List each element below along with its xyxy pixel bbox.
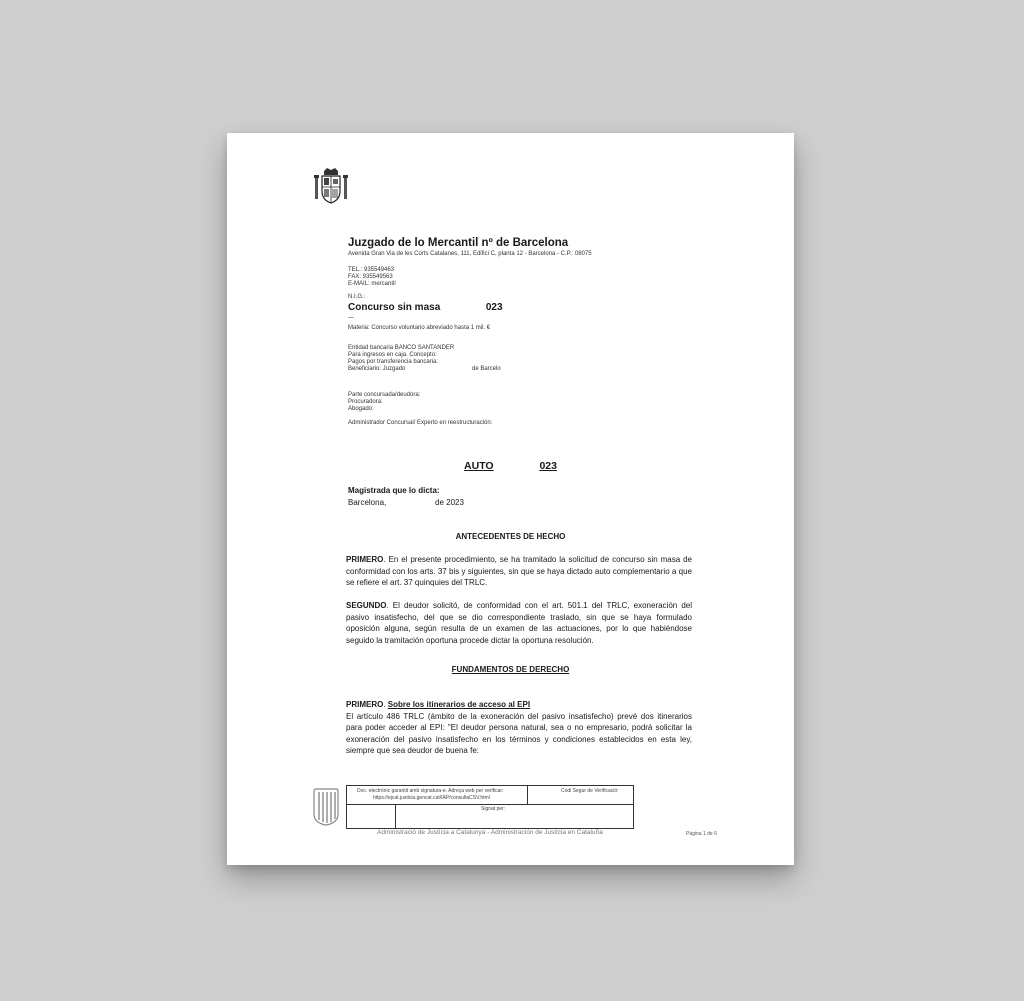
magistrada-place: Barcelona, <box>348 498 387 507</box>
case-dash: — <box>348 315 354 321</box>
case-materia: Materia: Concurso voluntario abreviado hasta 1 mil. € <box>348 325 491 331</box>
auto-heading <box>227 460 794 472</box>
section-antecedentes: ANTECEDENTES DE HECHO <box>455 532 566 541</box>
magistrada-date: de 2023 <box>435 498 464 507</box>
court-address: Avenida Gran Via de les Corts Catalanes, 111, Edifici C, planta 12 - Barcelona - C.P.: 08075 <box>348 251 592 257</box>
court-tel: TEL.: 935549463 <box>348 267 395 273</box>
footer-admin-line: Administració de Justícia a Catalunya - Administración de Justicia en Cataluña <box>377 829 603 836</box>
court-fax: FAX: 935549563 <box>348 274 393 280</box>
p3-subtitle: Sobre los itinerarios de acceso al EPI <box>387 700 531 709</box>
auto-number: 023 <box>539 460 557 472</box>
court-email: E-MAIL: mercantil <box>348 281 396 287</box>
bank-entidad: Entidad bancaria BANCO SANTANDER <box>348 345 455 351</box>
nig-label: N.I.G.: <box>348 294 366 300</box>
p3-text: El artículo 486 TRLC (ámbito de la exoneración del pasivo insatisfecho) prevé dos itinerarios para poder acceder al EPI: "El deudor persona natural, sea o no empresario, podrá solicitar la exoneración del pasivo insatisfecho en los términos y condiciones establecidos en esta ley, siempre que sea deudor de buena fe: <box>346 711 692 755</box>
party-administrador: Administrador Concursal/ Experto en reestructuración: <box>348 420 493 426</box>
paragraph-primero-fundamentos: PRIMERO. Sobre los itinerarios de acceso al EPI El artículo 486 TRLC (ámbito de la exoneración del pasivo insatisfecho) prevé dos itinerarios para poder acceder al EPI: "El deudor persona natural, sea o no empresario, podrá solicitar la exoneración del pasivo insatisfecho en los términos y condiciones establecidos en esta ley, siempre que sea deudor de buena fe: <box>346 700 692 755</box>
case-number: 023 <box>485 302 503 313</box>
footer-signat: Signat per: <box>481 806 506 812</box>
magistrada-label: Magistrada que lo dicta: <box>348 486 440 495</box>
p1-lead: PRIMERO <box>346 555 384 564</box>
document-page <box>227 133 794 865</box>
party-concursada: Parte concursada/deudora: <box>348 392 421 398</box>
bank-beneficiario-end: de Barcelo <box>472 366 501 372</box>
section-fundamentos: FUNDAMENTOS DE DERECHO <box>451 665 570 674</box>
p2-text: . El deudor solicitó, de conformidad con el art. 501.1 del TRLC, exoneración del pasivo insatisfecho, del que se dio correspondiente traslado, sin que se haya formulado oposición alguna, según resulta de un examen de las actuaciones, por lo que habiéndose seguido la tramitación oportuna procede dictar la oportuna resolución. <box>346 601 692 645</box>
footer-csv-label: Codi Segur de Verificació: <box>561 788 619 794</box>
generalitat-logo <box>311 788 341 826</box>
paragraph-primero-antecedentes <box>346 554 692 589</box>
case-title <box>348 302 503 313</box>
p1-text: . En el presente procedimiento, se ha tramitado la solicitud de concurso sin masa de conformidad con los arts. 37 bis y siguientes, sin que se haya dictado auto complementario a que se refiere el art. 37 quinquies del TRLC. <box>346 555 692 587</box>
party-procuradora: Procuradora: <box>348 399 383 405</box>
paragraph-segundo-antecedentes <box>346 600 692 646</box>
spanish-coat-of-arms-logo <box>313 167 349 205</box>
footer-verification-box <box>346 785 634 829</box>
p2-lead: SEGUNDO <box>346 601 387 610</box>
bank-ingresos: Para ingresos en caja. Concepto: <box>348 352 437 358</box>
p3-lead: PRIMERO <box>346 700 384 709</box>
bank-pagos: Pagos por transferencia bancaria: <box>348 359 439 365</box>
court-title: Juzgado de lo Mercantil nº de Barcelona <box>348 237 569 249</box>
auto-label: AUTO <box>464 460 494 472</box>
case-title-text: Concurso sin masa <box>348 302 441 313</box>
footer-doc-line1: Doc. electrònic garantit amb signatura-e. Adreça web per verificar: <box>357 788 504 794</box>
page-number: Página 1 de 6 <box>686 831 717 837</box>
footer-doc-line2: https://ejcat.justicia.gencat.cat/IAP/consultaCSV.html <box>373 795 490 801</box>
party-abogado: Abogado: <box>348 406 374 412</box>
bank-beneficiario: Beneficiario: Juzgado <box>348 366 406 372</box>
